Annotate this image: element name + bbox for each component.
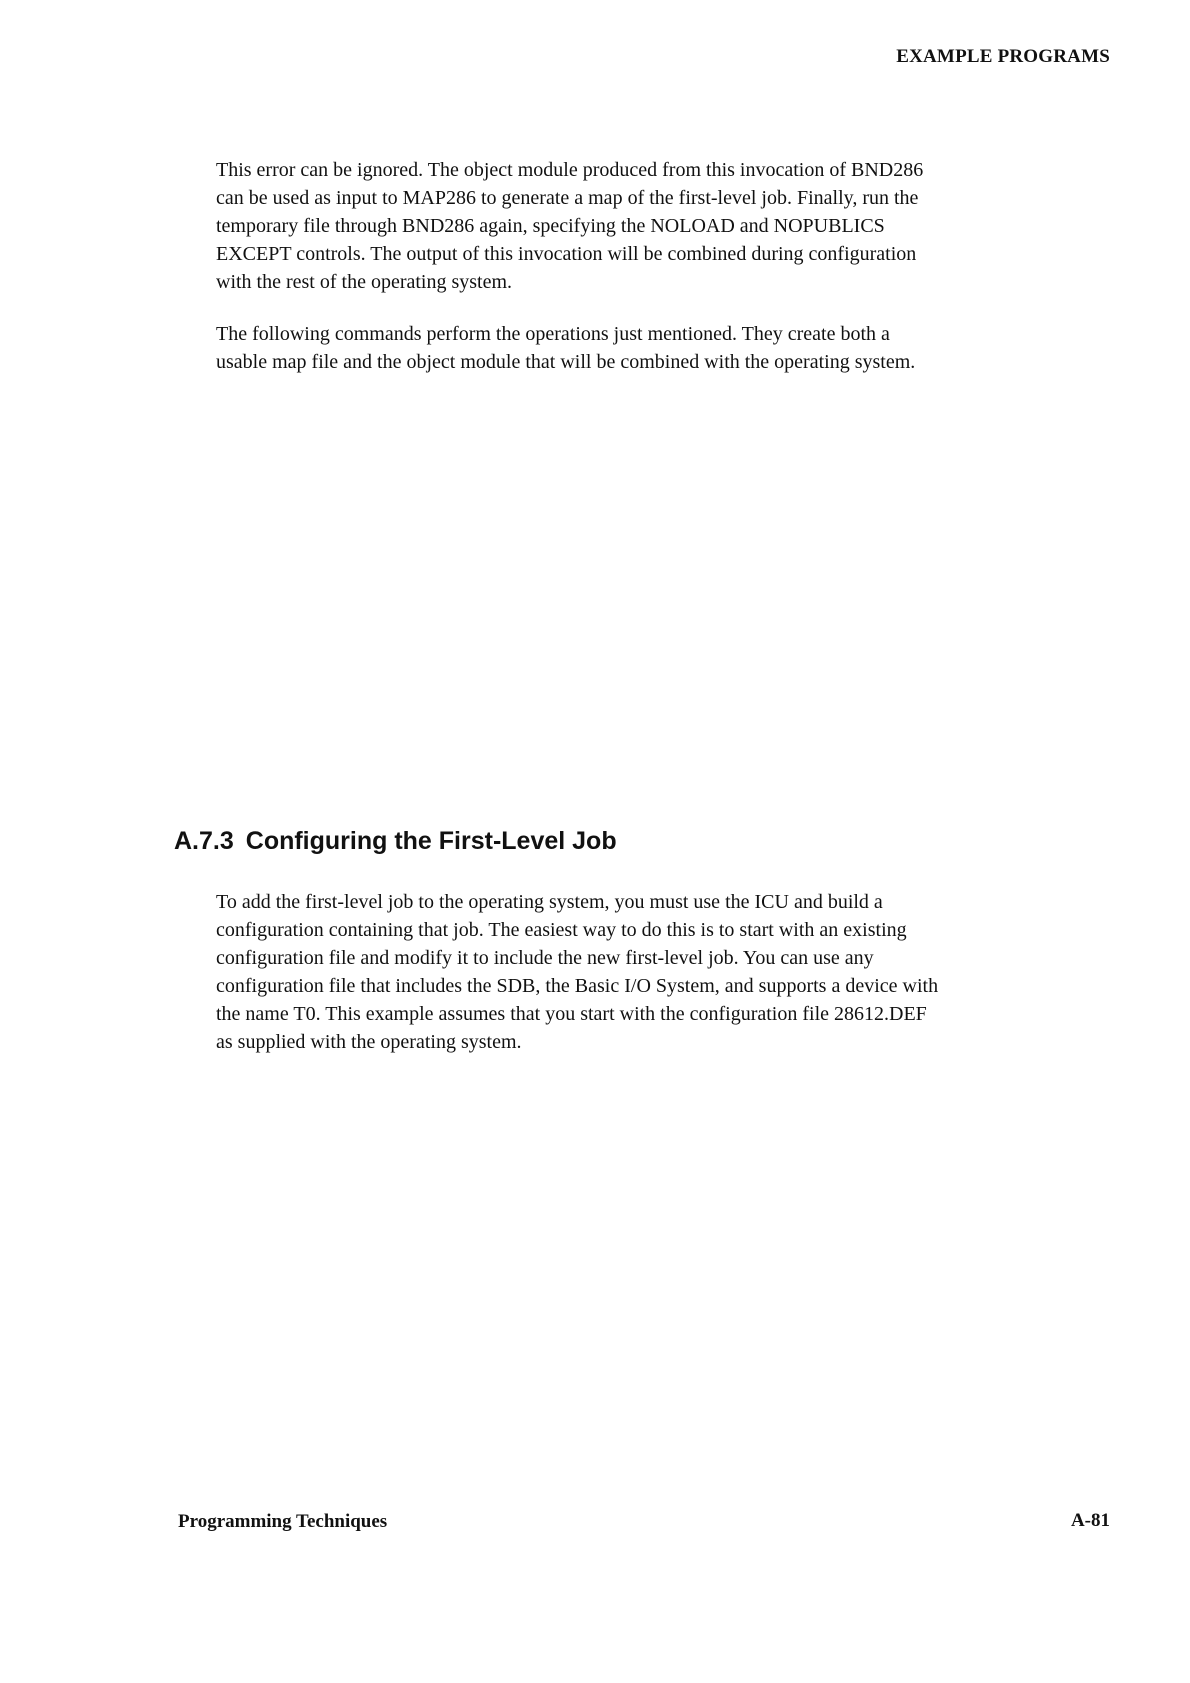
paragraph-line: usable map file and the object module that will be combined with the operating system. bbox=[216, 351, 916, 373]
running-header: EXAMPLE PROGRAMS bbox=[896, 46, 1110, 67]
paragraph-following-commands bbox=[216, 320, 1116, 376]
paragraph-line: The following commands perform the operations just mentioned. They create both a bbox=[216, 323, 890, 345]
paragraph-line: temporary file through BND286 again, specifying the NOLOAD and NOPUBLICS bbox=[216, 215, 885, 237]
paragraph-line: configuration containing that job. The easiest way to do this is to start with an existing bbox=[216, 919, 907, 941]
paragraph-line: can be used as input to MAP286 to generate a map of the first-level job. Finally, run the bbox=[216, 187, 919, 209]
section-heading bbox=[174, 826, 617, 856]
paragraph-bnd286-error bbox=[216, 156, 1116, 296]
paragraph-line: the name T0. This example assumes that you start with the configuration file 28612.DEF bbox=[216, 1003, 927, 1025]
footer-page-number: A-81 bbox=[1070, 1510, 1110, 1531]
paragraph-line: with the rest of the operating system. bbox=[216, 271, 513, 293]
section-number: A.7.3 bbox=[174, 827, 234, 855]
paragraph-line: configuration file that includes the SDB, the Basic I/O System, and supports a device with bbox=[216, 975, 939, 997]
paragraph-line: EXCEPT controls. The output of this invocation will be combined during configuration bbox=[216, 243, 917, 265]
section-title: Configuring the First-Level Job bbox=[245, 827, 617, 855]
paragraph-line: configuration file and modify it to include the new first-level job. You can use any bbox=[216, 947, 874, 969]
paragraph-line: as supplied with the operating system. bbox=[216, 1031, 522, 1053]
paragraph-configuring-job bbox=[216, 888, 1116, 1056]
paragraph-line: To add the first-level job to the operating system, you must use the ICU and build a bbox=[216, 891, 883, 913]
paragraph-line: This error can be ignored. The object module produced from this invocation of BND286 bbox=[216, 159, 924, 181]
footer-book-title: Programming Techniques bbox=[178, 1511, 388, 1532]
